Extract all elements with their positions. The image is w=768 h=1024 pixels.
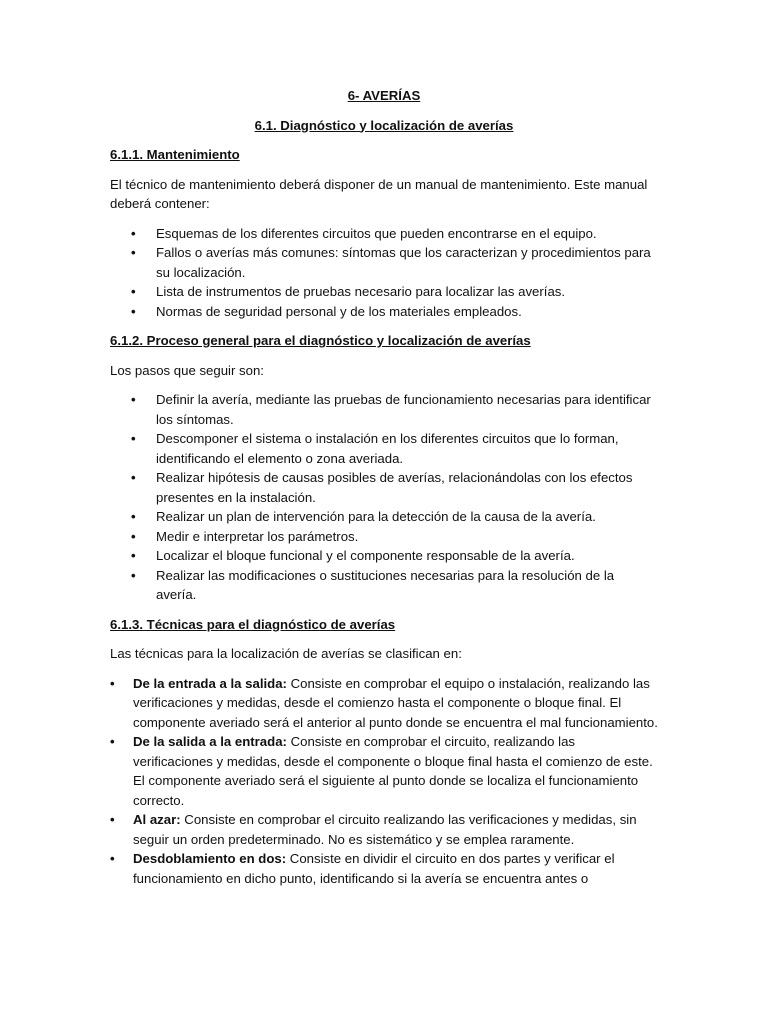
list-item: • Fallos o averías más comunes: síntomas que los caracterizan y procedimientos para su localización. xyxy=(110,243,658,282)
technique-text: Consiste en comprobar el circuito realizando las verificaciones y medidas, sin seguir un orden predeterminado. No es sistemático y se emplea raramente. xyxy=(133,812,637,847)
list-item: • Localizar el bloque funcional y el componente responsable de la avería. xyxy=(110,546,658,566)
list-item: • Realizar las modificaciones o sustituciones necesarias para la resolución de la avería. xyxy=(110,566,658,605)
technique-text: Consiste en comprobar el circuito, realizando las verificaciones y medidas, desde el componente o bloque final hasta el comienzo de este. El componente averiado será el siguiente al punto donde se localiza el funcionamiento correcto. xyxy=(133,734,653,808)
bullet-list-manual xyxy=(110,224,658,322)
list-item: • Definir la avería, mediante las pruebas de funcionamiento necesarias para identificar los síntomas. xyxy=(110,390,658,429)
technique-text: Consiste en dividir el circuito en dos partes y verificar el funcionamiento en dicho punto, identificando si la avería se encuentra antes o xyxy=(133,851,615,886)
technique-term: Desdoblamiento en dos: xyxy=(133,851,287,866)
list-item: • Medir e interpretar los parámetros. xyxy=(110,527,658,547)
list-item xyxy=(110,674,658,733)
list-item: • Descomponer el sistema o instalación en los diferentes circuitos que lo forman, identificando el elemento o zona averiada. xyxy=(110,429,658,468)
document-content xyxy=(110,86,658,898)
list-item xyxy=(110,810,658,849)
section-intro-tecnicas: Las técnicas para la localización de averías se clasifican en: xyxy=(110,646,462,661)
page-title: 6- AVERÍAS xyxy=(347,88,421,103)
section-heading-proceso: 6.1.2. Proceso general para el diagnóstico y localización de averías xyxy=(110,333,531,348)
technique-term: De la salida a la entrada: xyxy=(133,734,287,749)
section-intro-proceso: Los pasos que seguir son: xyxy=(110,362,264,378)
list-item: • Realizar hipótesis de causas posibles de averías, relacionándolas con los efectos presentes en la instalación. xyxy=(110,468,658,507)
list-item: • Realizar un plan de intervención para la detección de la causa de la avería. xyxy=(110,507,658,527)
list-item: • Esquemas de los diferentes circuitos que pueden encontrarse en el equipo. xyxy=(110,224,658,244)
section-heading-mantenimiento: 6.1.1. Mantenimiento xyxy=(110,147,240,162)
page-subtitle: 6.1. Diagnóstico y localización de averías xyxy=(254,117,514,133)
bullet-list-tecnicas xyxy=(110,674,658,889)
technique-term: De la entrada a la salida: xyxy=(133,675,287,691)
technique-text: Consiste en comprobar el equipo o instalación, realizando las verificaciones y medidas, desde el comienzo hasta el componente o bloque final. El componente averiado será el anterior al punto donde se encuentra el mal funcionamiento. xyxy=(133,675,658,730)
section-intro-mantenimiento: El técnico de mantenimiento deberá disponer de un manual de mantenimiento. Este manual deberá contener: xyxy=(110,176,648,211)
list-item xyxy=(110,849,658,888)
bullet-list-pasos xyxy=(110,390,658,605)
technique-term: Al azar: xyxy=(133,812,181,827)
list-item: • Lista de instrumentos de pruebas necesario para localizar las averías. xyxy=(110,282,658,302)
list-item: • Normas de seguridad personal y de los materiales empleados. xyxy=(110,302,658,322)
list-item xyxy=(110,732,658,810)
section-heading-tecnicas: 6.1.3. Técnicas para el diagnóstico de averías xyxy=(110,616,396,632)
